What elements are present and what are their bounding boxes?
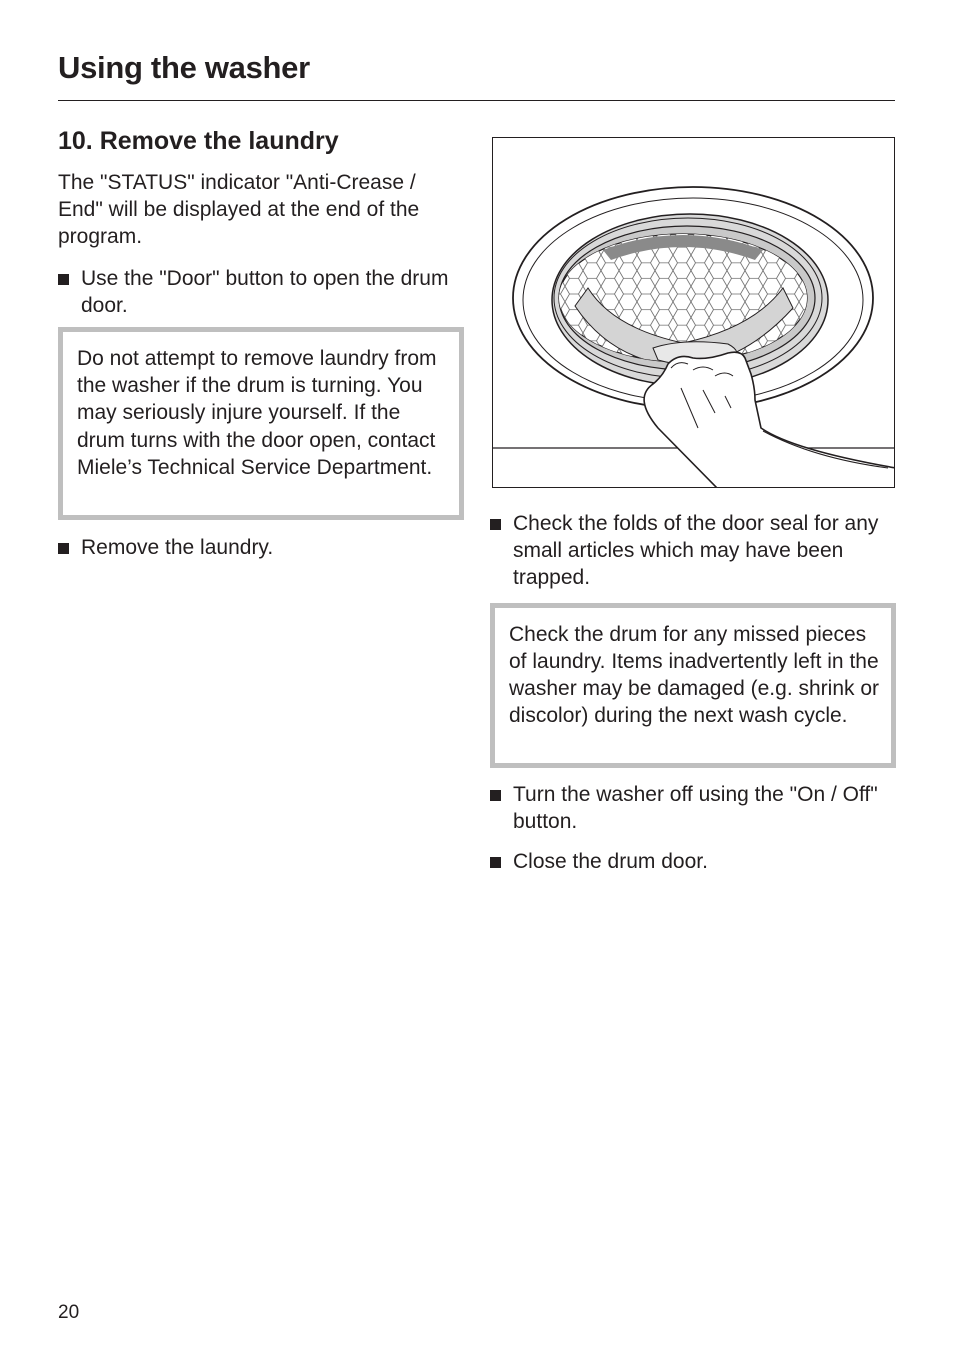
hand-in-drum-illustration [493, 138, 895, 488]
right-column [490, 137, 896, 875]
bullet-text: Use the "Door" button to open the drum door. [81, 266, 449, 317]
page-title: Using the washer [58, 50, 310, 85]
left-column [58, 124, 464, 561]
bullet-square-icon [490, 790, 501, 801]
bullet-square-icon [490, 857, 501, 868]
bullet-text: Remove the laundry. [81, 536, 274, 560]
bullet-check-folds [490, 510, 896, 592]
bullet-text: Check the folds of the door seal for any small articles which may have been trapped. [513, 512, 879, 590]
bullet-square-icon [58, 274, 69, 285]
note-text: Check the drum for any missed pieces of laundry. Items inadvertently left in the washer may be damaged (e.g. shrink or discolor) during the next wash cycle. [509, 622, 880, 728]
warning-box [58, 327, 464, 520]
intro-paragraph: The "STATUS" indicator "Anti-Crease / End" will be displayed at the end of the program. [58, 171, 420, 249]
bullet-open-door [58, 265, 464, 319]
page-number: 20 [58, 1302, 80, 1323]
bullet-remove-laundry [58, 534, 464, 561]
warning-text: Do not attempt to remove laundry from the washer if the drum is turning. You may seriously injure yourself. If the drum turns with the door open, contact Miele’s Technical Service Department. [77, 347, 437, 479]
drum-illustration [492, 137, 895, 488]
bullet-text: Turn the washer off using the "On / Off" button. [513, 782, 878, 833]
bullet-turn-off [490, 781, 896, 835]
bullet-square-icon [58, 543, 69, 554]
bullet-square-icon [490, 519, 501, 530]
section-heading: 10. Remove the laundry [58, 127, 339, 155]
bullet-close-door [490, 848, 896, 875]
bullet-text: Close the drum door. [513, 850, 708, 874]
note-box [490, 603, 896, 768]
title-divider [58, 100, 895, 101]
